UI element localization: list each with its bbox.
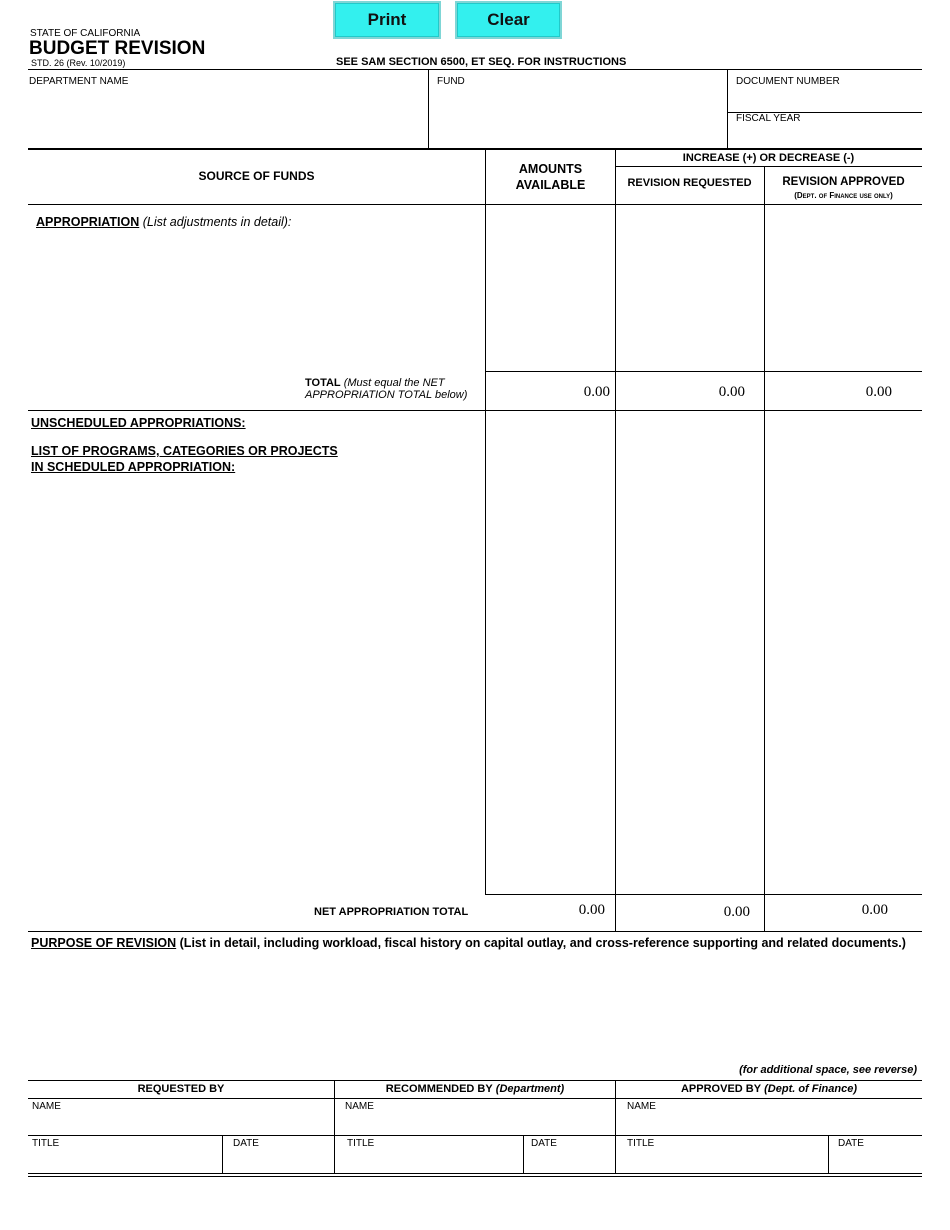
divider [428,70,429,150]
programs-list-heading-line1: LIST OF PROGRAMS, CATEGORIES OR PROJECTS [31,444,338,458]
source-of-funds-header: SOURCE OF FUNDS [198,169,315,183]
appropriation-heading-note: (List adjustments in detail): [139,215,292,229]
divider [28,410,922,411]
divider [523,1136,524,1173]
fiscal-year-input[interactable] [735,126,919,146]
recommended-by-name-input[interactable] [345,1113,611,1133]
divider [727,70,728,150]
divider [28,1080,922,1081]
programs-list-heading-line2: IN SCHEDULED APPROPRIATION: [31,460,236,474]
purpose-heading-text: PURPOSE OF REVISION [31,936,177,950]
document-number-label: DOCUMENT NUMBER [736,76,840,87]
programs-list-input[interactable] [32,480,480,885]
appropriation-heading [36,215,291,229]
divider [28,931,922,932]
appropriation-total-note: APPROPRIATION TOTAL below) [305,389,468,401]
state-label: STATE OF CALIFORNIA [30,28,141,39]
instructions-note: SEE SAM SECTION 6500, ET SEQ. FOR INSTRUCTIONS [336,56,627,68]
amounts-available-header-line2: AVAILABLE [515,178,586,192]
divider [615,166,922,167]
approved-by-text: APPROVED BY [680,1083,762,1095]
approved-by-title-label: TITLE [627,1138,655,1149]
requested-by-header: REQUESTED BY [137,1083,225,1095]
approved-by-header [616,1083,922,1095]
revision-approved-header: REVISION APPROVED [782,176,905,188]
requested-by-title-input[interactable] [32,1150,218,1170]
appropriation-details-input[interactable] [32,235,480,365]
appropriation-heading-text: APPROPRIATION [36,215,140,229]
recommended-by-title-label: TITLE [347,1138,375,1149]
divider [485,371,922,372]
requested-by-name-label: NAME [32,1101,61,1112]
approved-by-note: (Dept. of Finance) [761,1083,858,1095]
divider [485,894,922,895]
department-name-input[interactable] [30,92,424,142]
divider [28,1176,922,1177]
recommended-by-date-label: DATE [531,1138,557,1149]
print-button[interactable]: Print [333,1,441,39]
purpose-heading-note: (List in detail, including workload, fiscal history on capital outlay, and cross-reference supporting and related documents.) [176,936,906,950]
recommended-by-header [335,1083,615,1095]
revision-approved-note: (Dept. of Finance use only) [794,191,893,200]
net-total-requested[interactable]: 0.00 [723,904,750,920]
amounts-available-header-line1: AMOUNTS [518,162,583,176]
approved-by-title-input[interactable] [627,1150,824,1170]
total-label-note: (Must equal the NET [340,377,445,389]
requested-by-date-input[interactable] [233,1150,330,1170]
appropriation-total-label [305,377,445,389]
recommended-by-text: RECOMMENDED BY [385,1083,493,1095]
fund-input[interactable] [435,92,723,142]
total-label-text: TOTAL [305,377,341,389]
approved-by-date-label: DATE [838,1138,864,1149]
clear-button[interactable]: Clear [455,1,562,39]
revision-requested-header: REVISION REQUESTED [627,177,752,189]
department-name-label: DEPARTMENT NAME [29,76,129,87]
recommended-by-name-label: NAME [345,1101,374,1112]
recommended-by-title-input[interactable] [347,1150,519,1170]
column-divider [764,166,765,931]
document-number-input[interactable] [735,89,919,109]
divider [828,1136,829,1173]
requested-by-date-label: DATE [233,1138,259,1149]
net-total-approved[interactable]: 0.00 [861,902,888,918]
requested-by-name-input[interactable] [32,1113,330,1133]
divider [28,1173,922,1174]
appropriation-total-requested[interactable]: 0.00 [718,384,745,400]
net-total-label: NET APPROPRIATION TOTAL [314,906,469,918]
recommended-by-date-input[interactable] [531,1150,611,1170]
appropriation-total-approved[interactable]: 0.00 [865,384,892,400]
divider [28,204,922,205]
appropriation-total-available[interactable]: 0.00 [583,384,610,400]
approved-by-date-input[interactable] [838,1150,918,1170]
form-title: BUDGET REVISION [29,38,206,59]
divider [28,69,922,70]
increase-decrease-header: INCREASE (+) OR DECREASE (-) [682,152,855,164]
recommended-by-note: (Department) [492,1083,565,1095]
divider [28,1098,922,1099]
unscheduled-heading: UNSCHEDULED APPROPRIATIONS: [31,416,246,430]
additional-space-note: (for additional space, see reverse) [739,1064,917,1076]
purpose-heading [31,936,906,950]
purpose-input[interactable] [32,956,918,1056]
net-total-available[interactable]: 0.00 [578,902,605,918]
divider [28,148,922,150]
divider [222,1136,223,1173]
approved-by-name-input[interactable] [627,1113,917,1133]
column-divider [485,149,486,894]
column-divider [615,149,616,931]
fiscal-year-label: FISCAL YEAR [736,113,801,124]
fund-label: FUND [437,76,465,87]
approved-by-name-label: NAME [627,1101,656,1112]
form-id: STD. 26 (Rev. 10/2019) [31,58,126,68]
requested-by-title-label: TITLE [32,1138,60,1149]
divider [28,1135,922,1136]
